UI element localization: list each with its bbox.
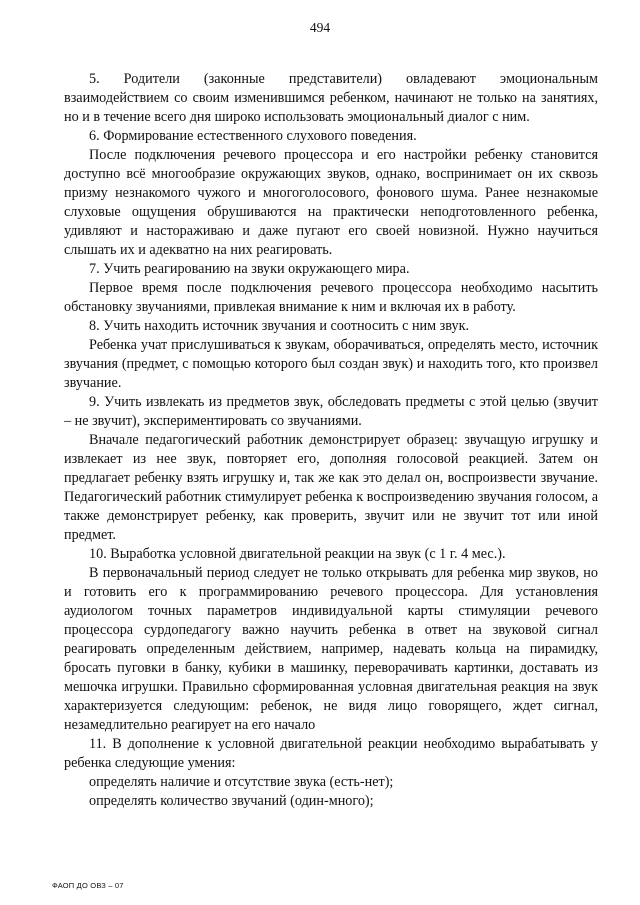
paragraph: Ребенка учат прислушиваться к звукам, оборачиваться, определять место, источник звучания (предмет, с помощью которого был создан звук) и находить того, кто произвел звучание. [64, 337, 598, 391]
paragraph: 8. Учить находить источник звучания и соотносить с ним звук. [89, 318, 470, 334]
paragraph: В первоначальный период следует не только открывать для ребенка мир звуков, но и готовить его к программированию речевого процессора. Для установления аудиологом точных параметров индивидуальной карты стимуляции речевого процессора сурдопедагогу важно научить ребенка в ответ на звуковой сигнал реагировать определенным действием, например, надевать кольца на пирамидку, бросать пуговки в банку, кубики в машинку, переворачивать картинки, доставать из мешочка игрушки. Правильно сформированная условная двигательная реакция на звук характеризуется следующим: ребенок, не видя лицо говорящего, ждет сигнал, незамедлительно реагирует на его начало [64, 565, 598, 733]
paragraph: 11. В дополнение к условной двигательной реакции необходимо вырабатывать у ребенка следующие умения: [64, 736, 598, 771]
paragraph: 6. Формирование естественного слухового поведения. [89, 128, 417, 144]
list-item: определять количество звучаний (один-много); [89, 793, 374, 809]
paragraph: Вначале педагогический работник демонстрирует образец: звучащую игрушку и извлекает из нее звук, повторяет его, дополняя голосовой реакцией. Затем он предлагает ребенку взять игрушку и, так же как это делал он, воспроизвести звучание. Педагогический работник стимулирует ребенка к воспроизведению звучания голосом, а также демонстрирует ребенку, как проверить, звучит или не звучит тот или иной предмет. [64, 432, 598, 543]
paragraph: Первое время после подключения речевого процессора необходимо насытить обстановку звучаниями, привлекая внимание к ним и включая их в работу. [64, 280, 598, 315]
document-body [64, 70, 598, 811]
paragraph: 9. Учить извлекать из предметов звук, обследовать предметы с этой целью (звучит – не звучит), экспериментировать со звучаниями. [64, 394, 598, 429]
list-item: определять наличие и отсутствие звука (есть-нет); [89, 774, 394, 790]
paragraph: 7. Учить реагированию на звуки окружающего мира. [89, 261, 410, 277]
page-number: 494 [309, 20, 331, 35]
paragraph: 10. Выработка условной двигательной реакции на звук (с 1 г. 4 мес.). [89, 546, 506, 562]
paragraph: 5. Родители (законные представители) овладевают эмоциональным взаимодействием со своим изменившимся ребенком, начинают не только на занятиях, но и в течение всего дня широко использовать эмоциональный диалог с ним. [64, 71, 598, 125]
footer-code: ФАОП ДО ОВЗ – 07 [52, 881, 124, 890]
paragraph: После подключения речевого процессора и его настройки ребенку становится доступно всё многообразие окружающих звуков, однако, воспринимает он их сквозь призму незнакомого чужого и многоголосового, фонового шума. Ранее незнакомые слуховые ощущения обрушиваются на практически неподготовленного ребенка, удивляют и настораживаю и даже пугают его своей новизной. Нужно научиться слышать их и адекватно на них реагировать. [64, 147, 598, 258]
